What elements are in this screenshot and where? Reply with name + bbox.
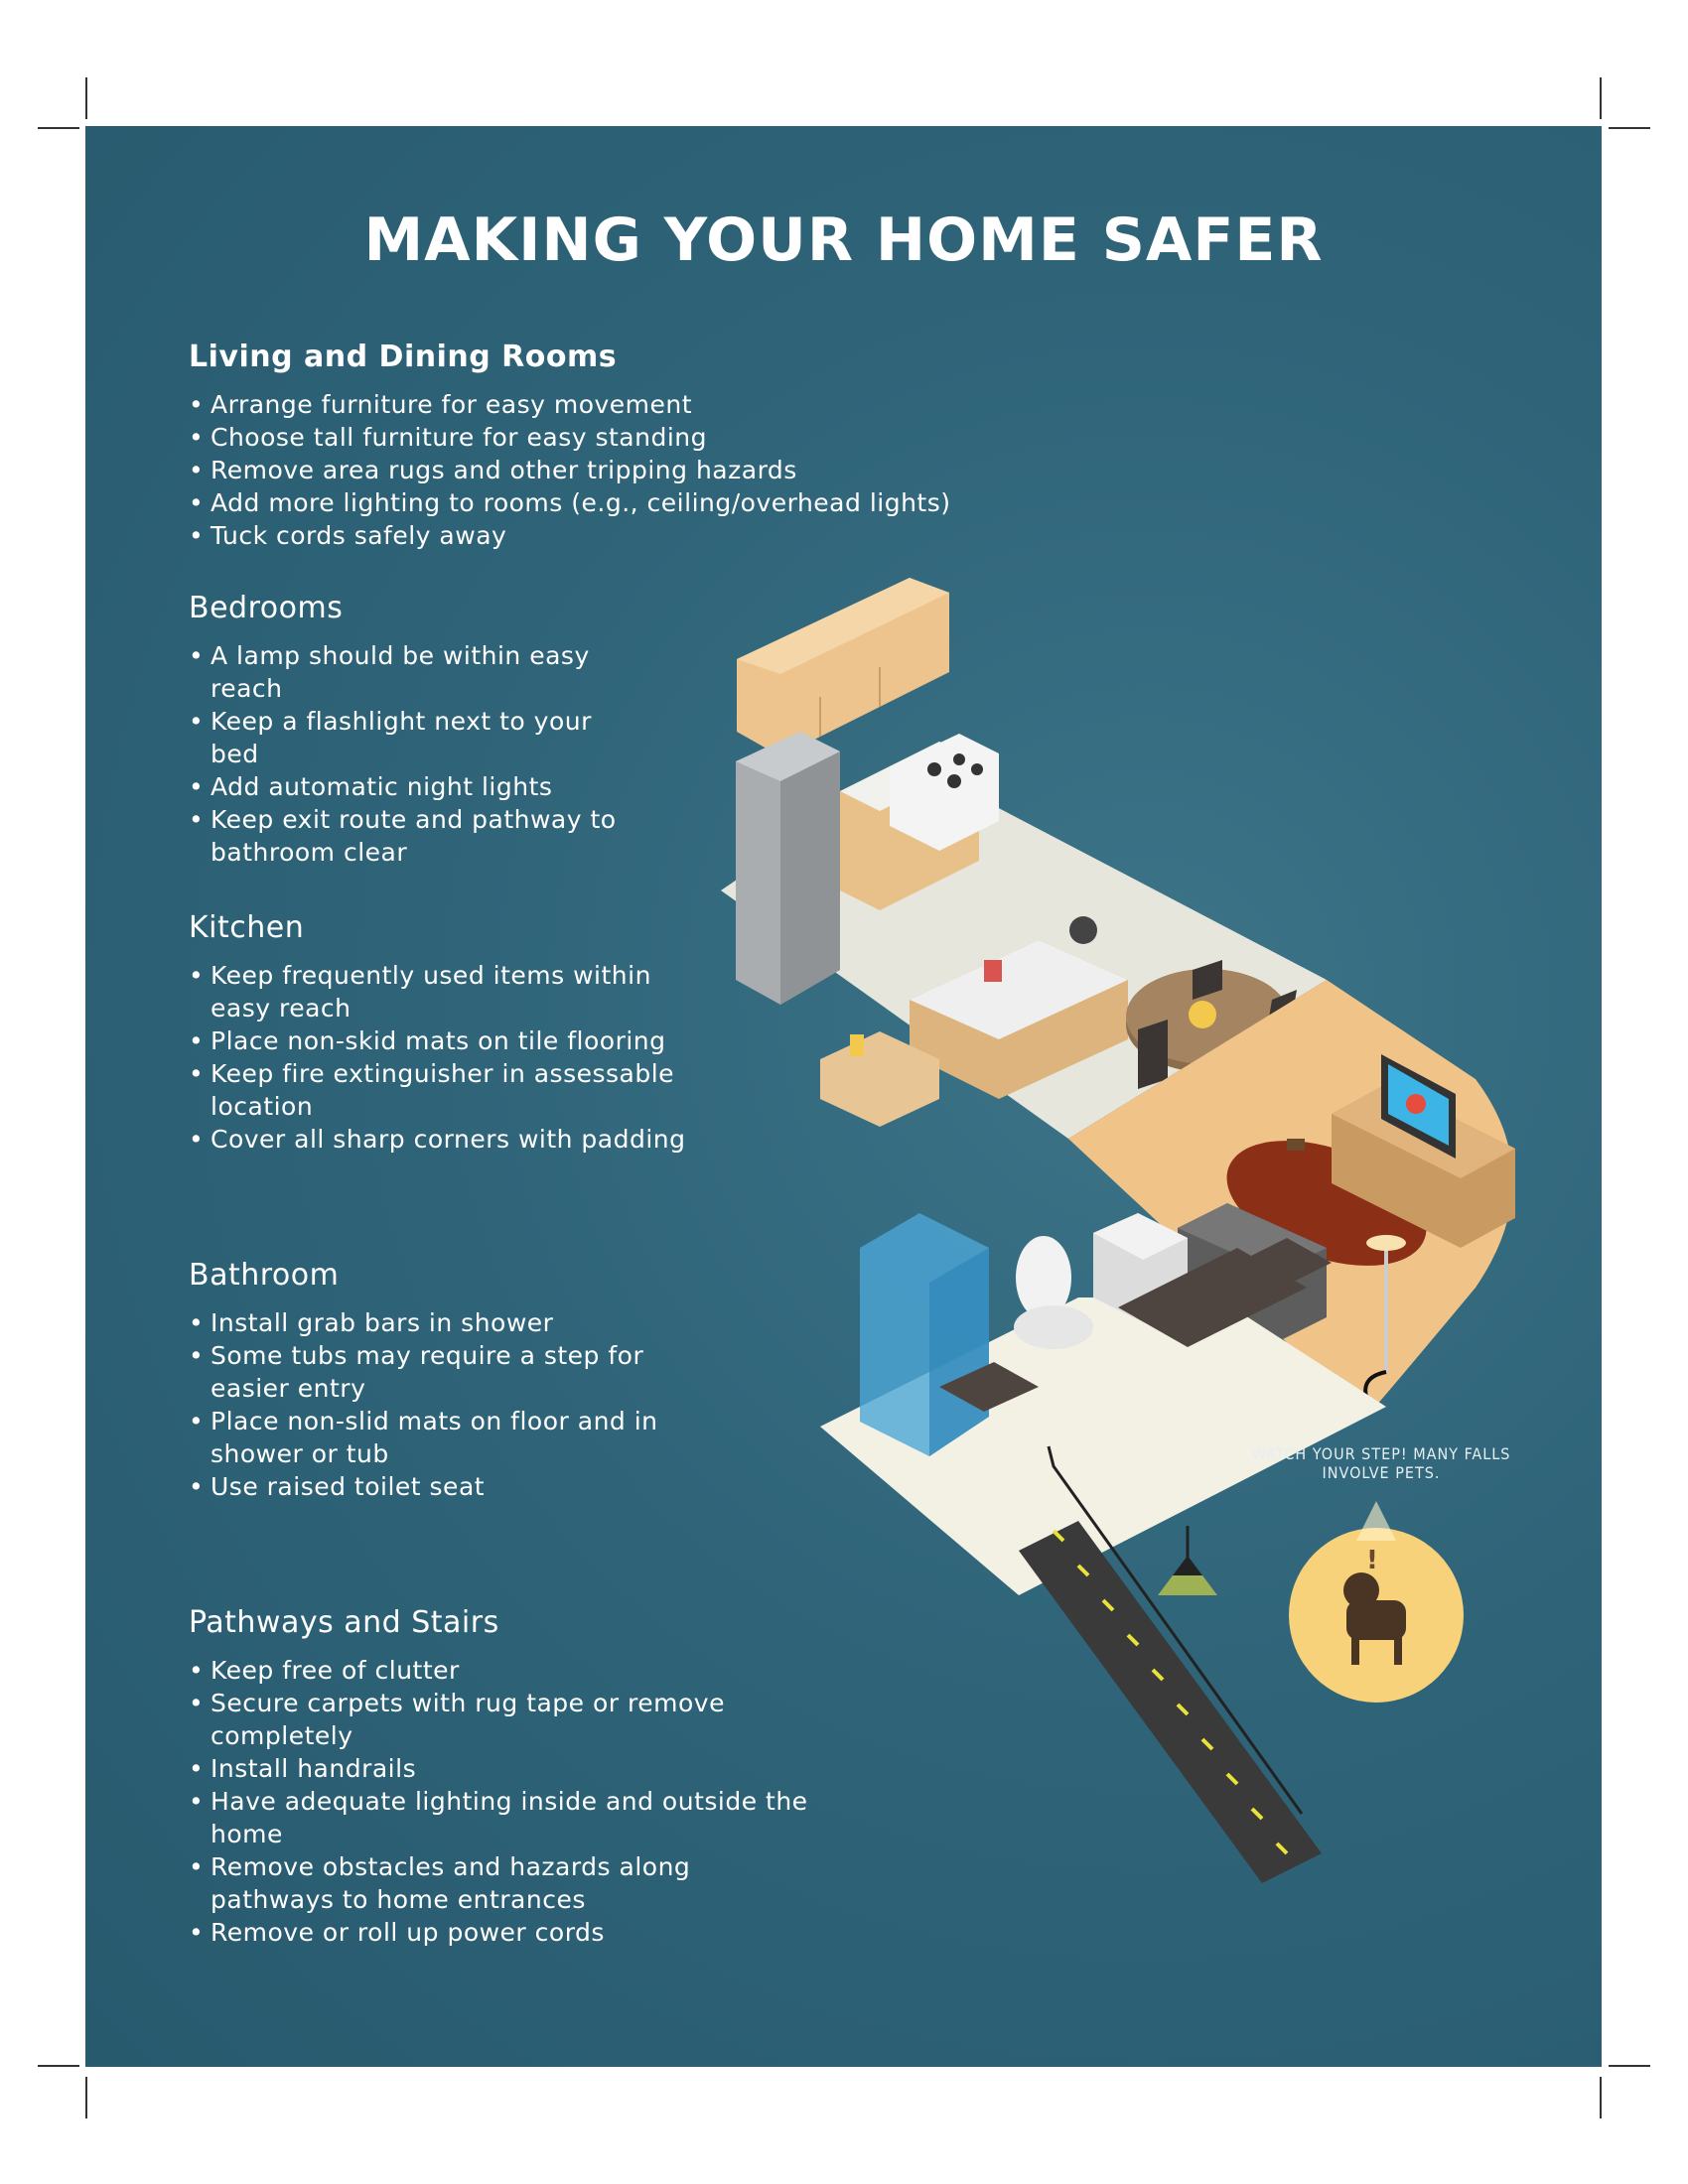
list-item: • Remove or roll up power cords — [189, 1916, 814, 1949]
list-item: • Install grab bars in shower — [189, 1306, 675, 1339]
crop-mark — [1600, 2077, 1602, 2118]
crop-mark — [1609, 2065, 1650, 2067]
list-item: • Add automatic night lights — [189, 770, 645, 803]
section-heading: Bathroom — [189, 1258, 340, 1293]
crop-mark — [85, 77, 87, 119]
list-item: • Keep free of clutter — [189, 1654, 814, 1687]
poster — [85, 126, 1602, 2067]
pet-safety-badge — [1251, 1444, 1511, 1705]
page-title: MAKING YOUR HOME SAFER — [363, 205, 1324, 275]
list-item: • Secure carpets with rug tape or remove completely — [189, 1687, 814, 1752]
crop-mark — [1609, 127, 1650, 129]
section-heading: Pathways and Stairs — [189, 1605, 499, 1640]
list-item: • Keep frequently used items within easy reach — [189, 959, 705, 1024]
alert-symbol: ! — [1366, 1546, 1378, 1575]
list-item: • Some tubs may require a step for easier entry — [189, 1339, 675, 1405]
section-heading: Living and Dining Rooms — [189, 340, 618, 374]
section-heading: Bedrooms — [189, 591, 344, 625]
list-item: • Choose tall furniture for easy standing — [189, 421, 1003, 454]
list-item: • Remove area rugs and other tripping hazards — [189, 454, 1003, 486]
section-bedrooms — [189, 591, 645, 869]
crop-mark — [38, 127, 79, 129]
section-living-dining — [189, 340, 1003, 552]
section-pathways-stairs — [189, 1605, 814, 1949]
list-item: • Keep a flashlight next to your bed — [189, 705, 645, 770]
list-item: • Place non-slid mats on floor and in shower or tub — [189, 1405, 675, 1470]
list-item: • Keep exit route and pathway to bathroom clear — [189, 803, 645, 869]
crop-mark — [85, 2077, 87, 2118]
list-item: • Arrange furniture for easy movement — [189, 388, 1003, 421]
list-item: • Remove obstacles and hazards along pathways to home entrances — [189, 1850, 814, 1916]
list-item: • Install handrails — [189, 1752, 814, 1785]
list-item: • Keep fire extinguisher in assessable location — [189, 1057, 705, 1123]
list-item: • Use raised toilet seat — [189, 1470, 675, 1503]
kettle — [1069, 916, 1097, 944]
list-item: • Place non-skid mats on tile flooring — [189, 1024, 705, 1057]
crop-mark — [38, 2065, 79, 2067]
stair-light — [1173, 1556, 1202, 1575]
section-heading: Kitchen — [189, 910, 305, 945]
small-dog — [1287, 1139, 1305, 1151]
list-item: • Add more lighting to rooms (e.g., ceiling/overhead lights) — [189, 486, 1003, 519]
badge-text: WATCH YOUR STEP! MANY FALLS INVOLVE PETS. — [1251, 1444, 1511, 1482]
list-item: • A lamp should be within easy reach — [189, 639, 645, 705]
section-kitchen — [189, 910, 705, 1156]
list-item: • Have adequate lighting inside and outside the home — [189, 1785, 814, 1850]
list-item: • Cover all sharp corners with padding — [189, 1123, 705, 1156]
list-item: • Tuck cords safely away — [189, 519, 1003, 552]
section-bathroom — [189, 1258, 675, 1503]
crop-mark — [1600, 77, 1602, 119]
